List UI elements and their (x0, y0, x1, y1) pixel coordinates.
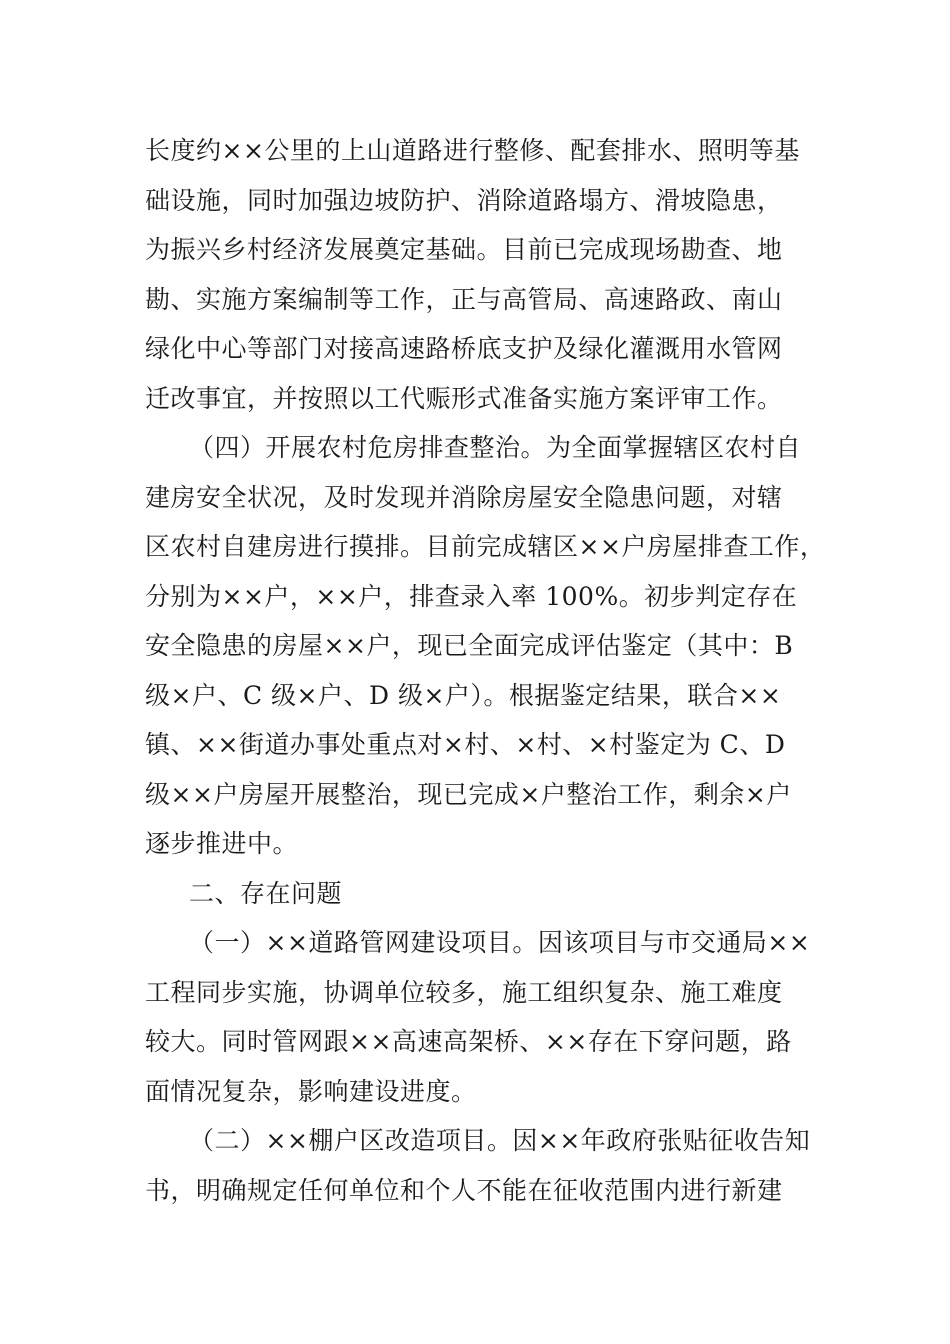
text-line: 级×户、C 级×户、D 级×户）。根据鉴定结果，联合×× (145, 680, 782, 710)
text-line: 较大。同时管网跟××高速高架桥、××存在下穿问题，路 (145, 1027, 792, 1056)
text-line: 级××户房屋开展整治，现已完成×户整治工作，剩余×户 (145, 779, 792, 809)
text-line: （二）××棚户区改造项目。因××年政府张贴征收告知 (189, 1126, 811, 1155)
text-line: 面情况复杂，影响建设进度。 (145, 1076, 477, 1106)
text-line: 绿化中心等部门对接高速路桥底支护及绿化灌溉用水管网 (145, 334, 783, 363)
text-line: 长度约××公里的上山道路进行整修、配套排水、照明等基 (145, 136, 800, 165)
text-line: 安全隐患的房屋××户，现已全面完成评估鉴定（其中：B (145, 631, 794, 660)
text-line: （一）××道路管网建设项目。因该项目与市交通局×× (189, 928, 811, 957)
text-line: 迁改事宜，并按照以工代赈形式准备实施方案评审工作。 (145, 383, 783, 413)
document-body (145, 126, 826, 1215)
text-line: 建房安全状况，及时发现并消除房屋安全隐患问题，对辖 (145, 482, 783, 512)
text-line: 区农村自建房进行摸排。目前完成辖区××户房屋排查工作， (145, 532, 826, 561)
text-line: 逐步推进中。 (145, 829, 299, 858)
text-line: 勘、实施方案编制等工作，正与高管局、高速路政、南山 (145, 284, 783, 314)
text-line: 础设施，同时加强边坡防护、消除道路塌方、滑坡隐患， (145, 185, 783, 215)
text-line: 镇、××街道办事处重点对×村、×村、×村鉴定为 C、D (145, 730, 786, 759)
text-line: 分别为××户，××户，排查录入率 100%。初步判定存在 (145, 581, 798, 611)
text-line: 为振兴乡村经济发展奠定基础。目前已完成现场勘查、地 (145, 235, 783, 264)
text-line: （四）开展农村危房排查整治。为全面掌握辖区农村自 (189, 433, 802, 462)
text-line: 书，明确规定任何单位和个人不能在征收范围内进行新建 (145, 1175, 783, 1205)
text-line: 工程同步实施，协调单位较多，施工组织复杂、施工难度 (145, 977, 783, 1007)
text-line: 二、存在问题 (189, 878, 343, 908)
